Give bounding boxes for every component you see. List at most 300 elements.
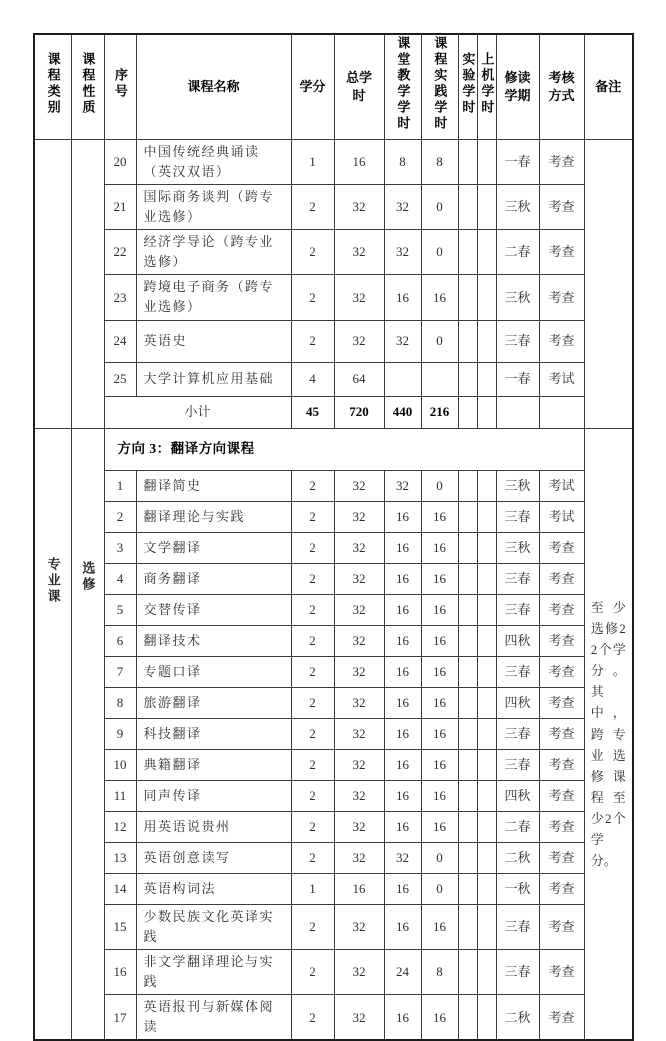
course-assessment: 考查	[539, 687, 584, 718]
course-row	[34, 873, 633, 904]
course-practice-hours: 16	[421, 780, 458, 811]
course-lab-hours	[458, 184, 477, 229]
remarks-cell	[584, 428, 633, 1040]
header-course-category-label: 课程类别	[45, 52, 61, 117]
header-course-nature	[71, 34, 104, 139]
course-total-hours: 32	[334, 230, 384, 275]
course-practice-hours: 0	[421, 184, 458, 229]
course-lab-hours	[458, 687, 477, 718]
curriculum-table-container	[33, 33, 634, 1041]
course-classroom-hours: 16	[384, 594, 421, 625]
course-no: 1	[104, 470, 136, 501]
course-name: 典籍翻译	[136, 749, 291, 780]
header-remarks: 备注	[584, 34, 633, 139]
course-semester: 三春	[496, 749, 539, 780]
direction-header-row	[34, 428, 633, 470]
course-credits: 4	[291, 362, 334, 396]
course-computer-hours	[477, 230, 496, 275]
header-no	[104, 34, 136, 139]
course-computer-hours	[477, 470, 496, 501]
course-assessment: 考查	[539, 811, 584, 842]
course-practice-hours: 16	[421, 275, 458, 320]
course-total-hours: 32	[334, 594, 384, 625]
course-computer-hours	[477, 320, 496, 362]
course-name: 翻译简史	[136, 470, 291, 501]
course-no: 17	[104, 995, 136, 1041]
header-total-hours-label: 总学时	[345, 69, 372, 103]
header-semester	[496, 34, 539, 139]
subtotal-credits: 45	[291, 396, 334, 428]
course-total-hours: 32	[334, 501, 384, 532]
course-semester: 二秋	[496, 995, 539, 1041]
course-credits: 2	[291, 749, 334, 780]
course-name: 经济学导论（跨专业选修）	[136, 230, 291, 275]
course-row	[34, 470, 633, 501]
course-assessment: 考查	[539, 532, 584, 563]
course-semester: 三春	[496, 904, 539, 949]
course-computer-hours	[477, 184, 496, 229]
course-practice-hours: 16	[421, 532, 458, 563]
nature-cell	[71, 428, 104, 1040]
course-assessment: 考查	[539, 904, 584, 949]
course-computer-hours	[477, 139, 496, 184]
course-classroom-hours: 16	[384, 995, 421, 1041]
course-practice-hours: 16	[421, 656, 458, 687]
course-row	[34, 811, 633, 842]
section-direction-3	[34, 428, 633, 1040]
course-practice-hours: 0	[421, 842, 458, 873]
course-computer-hours	[477, 873, 496, 904]
course-total-hours: 32	[334, 625, 384, 656]
course-assessment: 考试	[539, 470, 584, 501]
course-total-hours: 32	[334, 470, 384, 501]
course-no: 9	[104, 718, 136, 749]
course-lab-hours	[458, 230, 477, 275]
category-cell	[34, 428, 71, 1040]
course-credits: 1	[291, 873, 334, 904]
course-total-hours: 32	[334, 718, 384, 749]
course-total-hours: 32	[334, 532, 384, 563]
course-practice-hours: 16	[421, 811, 458, 842]
course-classroom-hours: 16	[384, 625, 421, 656]
course-total-hours: 32	[334, 563, 384, 594]
course-row	[34, 230, 633, 275]
course-row	[34, 842, 633, 873]
subtotal-classroom-hours: 440	[384, 396, 421, 428]
course-practice-hours: 16	[421, 749, 458, 780]
course-no: 8	[104, 687, 136, 718]
course-assessment: 考查	[539, 275, 584, 320]
subtotal-practice-hours: 216	[421, 396, 458, 428]
course-credits: 2	[291, 656, 334, 687]
course-assessment: 考试	[539, 362, 584, 396]
header-computer-hours-label: 上机学时	[479, 52, 495, 117]
course-lab-hours	[458, 811, 477, 842]
course-classroom-hours: 16	[384, 656, 421, 687]
course-lab-hours	[458, 749, 477, 780]
course-row	[34, 563, 633, 594]
course-lab-hours	[458, 532, 477, 563]
course-lab-hours	[458, 904, 477, 949]
course-name: 跨境电子商务（跨专业选修）	[136, 275, 291, 320]
course-total-hours: 16	[334, 873, 384, 904]
course-computer-hours	[477, 904, 496, 949]
course-credits: 2	[291, 532, 334, 563]
course-computer-hours	[477, 842, 496, 873]
course-computer-hours	[477, 532, 496, 563]
course-classroom-hours: 8	[384, 139, 421, 184]
course-credits: 2	[291, 687, 334, 718]
course-lab-hours	[458, 873, 477, 904]
section-elective-continued	[34, 139, 633, 428]
course-row	[34, 320, 633, 362]
course-semester: 三秋	[496, 532, 539, 563]
subtotal-total-hours: 720	[334, 396, 384, 428]
course-semester: 三春	[496, 718, 539, 749]
course-practice-hours: 8	[421, 949, 458, 994]
subtotal-lab-hours	[458, 396, 477, 428]
course-classroom-hours: 16	[384, 563, 421, 594]
course-computer-hours	[477, 362, 496, 396]
course-no: 22	[104, 230, 136, 275]
course-practice-hours: 0	[421, 320, 458, 362]
course-assessment: 考查	[539, 594, 584, 625]
course-semester: 四秋	[496, 780, 539, 811]
course-credits: 2	[291, 470, 334, 501]
course-computer-hours	[477, 563, 496, 594]
course-row	[34, 995, 633, 1041]
direction-title: 方向 3：翻译方向课程	[104, 428, 584, 470]
course-lab-hours	[458, 594, 477, 625]
subtotal-computer-hours	[477, 396, 496, 428]
course-credits: 2	[291, 949, 334, 994]
course-row	[34, 362, 633, 396]
course-row	[34, 949, 633, 994]
course-lab-hours	[458, 949, 477, 994]
course-name: 翻译理论与实践	[136, 501, 291, 532]
course-lab-hours	[458, 470, 477, 501]
course-no: 13	[104, 842, 136, 873]
course-classroom-hours: 16	[384, 749, 421, 780]
course-row	[34, 780, 633, 811]
course-lab-hours	[458, 501, 477, 532]
course-computer-hours	[477, 718, 496, 749]
header-classroom-hours	[384, 34, 421, 139]
course-lab-hours	[458, 656, 477, 687]
course-semester: 三秋	[496, 275, 539, 320]
course-practice-hours: 0	[421, 873, 458, 904]
course-assessment: 考查	[539, 949, 584, 994]
course-semester: 三春	[496, 320, 539, 362]
course-total-hours: 32	[334, 687, 384, 718]
course-practice-hours: 16	[421, 594, 458, 625]
course-credits: 2	[291, 811, 334, 842]
header-classroom-hours-label: 课堂教学学时	[395, 36, 411, 133]
course-semester: 二春	[496, 230, 539, 275]
course-total-hours: 64	[334, 362, 384, 396]
course-total-hours: 16	[334, 139, 384, 184]
course-computer-hours	[477, 811, 496, 842]
course-classroom-hours: 16	[384, 532, 421, 563]
course-assessment: 考查	[539, 320, 584, 362]
course-assessment: 考查	[539, 656, 584, 687]
course-credits: 2	[291, 184, 334, 229]
course-semester: 三春	[496, 563, 539, 594]
nature-cell-empty	[71, 139, 104, 428]
course-assessment: 考查	[539, 780, 584, 811]
course-classroom-hours: 24	[384, 949, 421, 994]
course-semester: 三秋	[496, 184, 539, 229]
course-assessment: 考查	[539, 563, 584, 594]
course-no: 11	[104, 780, 136, 811]
course-lab-hours	[458, 563, 477, 594]
course-total-hours: 32	[334, 656, 384, 687]
course-classroom-hours: 16	[384, 873, 421, 904]
course-practice-hours: 16	[421, 995, 458, 1041]
course-practice-hours: 8	[421, 139, 458, 184]
course-total-hours: 32	[334, 811, 384, 842]
header-lab-hours	[458, 34, 477, 139]
course-lab-hours	[458, 718, 477, 749]
course-computer-hours	[477, 749, 496, 780]
course-assessment: 考查	[539, 995, 584, 1041]
curriculum-table	[33, 33, 634, 1041]
course-credits: 2	[291, 625, 334, 656]
header-total-hours	[334, 34, 384, 139]
course-semester: 三春	[496, 656, 539, 687]
course-credits: 2	[291, 995, 334, 1041]
course-credits: 2	[291, 594, 334, 625]
course-row	[34, 139, 633, 184]
course-practice-hours: 16	[421, 625, 458, 656]
course-computer-hours	[477, 275, 496, 320]
course-practice-hours: 0	[421, 230, 458, 275]
course-practice-hours: 16	[421, 563, 458, 594]
course-total-hours: 32	[334, 842, 384, 873]
course-credits: 2	[291, 501, 334, 532]
header-credits: 学分	[291, 34, 334, 139]
course-classroom-hours: 16	[384, 501, 421, 532]
course-row	[34, 656, 633, 687]
course-name: 英语构词法	[136, 873, 291, 904]
course-name: 专题口译	[136, 656, 291, 687]
header-course-name: 课程名称	[136, 34, 291, 139]
course-no: 21	[104, 184, 136, 229]
course-classroom-hours: 32	[384, 184, 421, 229]
course-classroom-hours: 16	[384, 780, 421, 811]
course-practice-hours: 16	[421, 718, 458, 749]
course-computer-hours	[477, 656, 496, 687]
course-semester: 一春	[496, 362, 539, 396]
header-assessment	[539, 34, 584, 139]
course-row	[34, 904, 633, 949]
header-lab-hours-label: 实验学时	[460, 52, 476, 117]
course-total-hours: 32	[334, 995, 384, 1041]
course-computer-hours	[477, 949, 496, 994]
course-classroom-hours: 16	[384, 811, 421, 842]
course-classroom-hours: 32	[384, 230, 421, 275]
course-row	[34, 594, 633, 625]
course-assessment: 考查	[539, 625, 584, 656]
course-credits: 2	[291, 904, 334, 949]
course-classroom-hours: 16	[384, 904, 421, 949]
course-no: 4	[104, 563, 136, 594]
course-classroom-hours: 32	[384, 320, 421, 362]
course-row	[34, 532, 633, 563]
course-credits: 2	[291, 563, 334, 594]
course-assessment: 考试	[539, 501, 584, 532]
course-no: 20	[104, 139, 136, 184]
course-row	[34, 184, 633, 229]
course-computer-hours	[477, 501, 496, 532]
course-lab-hours	[458, 842, 477, 873]
course-total-hours: 32	[334, 780, 384, 811]
course-total-hours: 32	[334, 320, 384, 362]
course-name: 国际商务谈判（跨专业选修）	[136, 184, 291, 229]
course-row	[34, 687, 633, 718]
course-no: 2	[104, 501, 136, 532]
course-semester: 二秋	[496, 842, 539, 873]
subtotal-row	[34, 396, 633, 428]
header-practice-hours	[421, 34, 458, 139]
course-name: 非文学翻译理论与实践	[136, 949, 291, 994]
category-cell-empty	[34, 139, 71, 428]
course-lab-hours	[458, 139, 477, 184]
remarks-text: 至少选修22个学分。其中，跨专业选修课程至少2个学分。	[590, 600, 626, 868]
course-semester: 一秋	[496, 873, 539, 904]
course-row	[34, 749, 633, 780]
course-computer-hours	[477, 995, 496, 1041]
header-no-label: 序号	[112, 68, 128, 101]
course-name: 旅游翻译	[136, 687, 291, 718]
course-semester: 三春	[496, 949, 539, 994]
course-name: 英语报刊与新媒体阅读	[136, 995, 291, 1041]
course-lab-hours	[458, 780, 477, 811]
course-row	[34, 625, 633, 656]
course-lab-hours	[458, 995, 477, 1041]
course-lab-hours	[458, 625, 477, 656]
course-assessment: 考查	[539, 230, 584, 275]
course-practice-hours: 16	[421, 904, 458, 949]
course-name: 少数民族文化英译实践	[136, 904, 291, 949]
course-no: 14	[104, 873, 136, 904]
course-name: 翻译技术	[136, 625, 291, 656]
course-name: 商务翻译	[136, 563, 291, 594]
course-classroom-hours: 16	[384, 718, 421, 749]
course-classroom-hours: 32	[384, 842, 421, 873]
nature-label: 选修	[80, 560, 96, 593]
course-total-hours: 32	[334, 949, 384, 994]
course-credits: 2	[291, 780, 334, 811]
course-name: 交替传译	[136, 594, 291, 625]
course-practice-hours: 16	[421, 687, 458, 718]
course-assessment: 考查	[539, 184, 584, 229]
course-no: 12	[104, 811, 136, 842]
course-credits: 2	[291, 718, 334, 749]
course-semester: 三秋	[496, 470, 539, 501]
course-row	[34, 501, 633, 532]
header-computer-hours	[477, 34, 496, 139]
remarks-cell-empty	[584, 139, 633, 428]
header-assessment-label: 考核方式	[548, 69, 575, 103]
course-semester: 三春	[496, 501, 539, 532]
course-total-hours: 32	[334, 184, 384, 229]
course-assessment: 考查	[539, 718, 584, 749]
course-classroom-hours: 32	[384, 470, 421, 501]
course-name: 科技翻译	[136, 718, 291, 749]
header-course-category	[34, 34, 71, 139]
course-lab-hours	[458, 275, 477, 320]
course-practice-hours	[421, 362, 458, 396]
course-no: 10	[104, 749, 136, 780]
course-total-hours: 32	[334, 904, 384, 949]
course-name: 文学翻译	[136, 532, 291, 563]
subtotal-label: 小计	[104, 396, 291, 428]
header-semester-label: 修读学期	[504, 69, 531, 103]
course-assessment: 考查	[539, 749, 584, 780]
header-row	[34, 34, 633, 139]
course-name: 同声传译	[136, 780, 291, 811]
course-no: 16	[104, 949, 136, 994]
course-no: 7	[104, 656, 136, 687]
course-practice-hours: 16	[421, 501, 458, 532]
header-course-nature-label: 课程性质	[80, 52, 96, 117]
subtotal-semester	[496, 396, 539, 428]
course-credits: 2	[291, 842, 334, 873]
course-assessment: 考查	[539, 873, 584, 904]
course-assessment: 考查	[539, 842, 584, 873]
course-practice-hours: 0	[421, 470, 458, 501]
course-semester: 三春	[496, 594, 539, 625]
category-label: 专业课	[45, 556, 61, 605]
course-no: 23	[104, 275, 136, 320]
subtotal-assessment	[539, 396, 584, 428]
course-credits: 1	[291, 139, 334, 184]
course-semester: 四秋	[496, 687, 539, 718]
course-computer-hours	[477, 687, 496, 718]
course-name: 用英语说贵州	[136, 811, 291, 842]
course-no: 15	[104, 904, 136, 949]
course-name: 中国传统经典诵读（英汉双语）	[136, 139, 291, 184]
course-no: 25	[104, 362, 136, 396]
course-lab-hours	[458, 362, 477, 396]
course-semester: 四秋	[496, 625, 539, 656]
course-name: 英语史	[136, 320, 291, 362]
course-total-hours: 32	[334, 275, 384, 320]
course-semester: 二春	[496, 811, 539, 842]
course-name: 大学计算机应用基础	[136, 362, 291, 396]
course-classroom-hours	[384, 362, 421, 396]
course-credits: 2	[291, 230, 334, 275]
course-classroom-hours: 16	[384, 275, 421, 320]
course-lab-hours	[458, 320, 477, 362]
course-credits: 2	[291, 275, 334, 320]
course-computer-hours	[477, 625, 496, 656]
course-computer-hours	[477, 594, 496, 625]
course-classroom-hours: 16	[384, 687, 421, 718]
course-no: 6	[104, 625, 136, 656]
course-row	[34, 718, 633, 749]
course-name: 英语创意读写	[136, 842, 291, 873]
course-credits: 2	[291, 320, 334, 362]
course-no: 3	[104, 532, 136, 563]
course-assessment: 考查	[539, 139, 584, 184]
course-no: 5	[104, 594, 136, 625]
course-row	[34, 275, 633, 320]
course-total-hours: 32	[334, 749, 384, 780]
course-computer-hours	[477, 780, 496, 811]
header-practice-hours-label: 课程实践学时	[432, 36, 448, 133]
